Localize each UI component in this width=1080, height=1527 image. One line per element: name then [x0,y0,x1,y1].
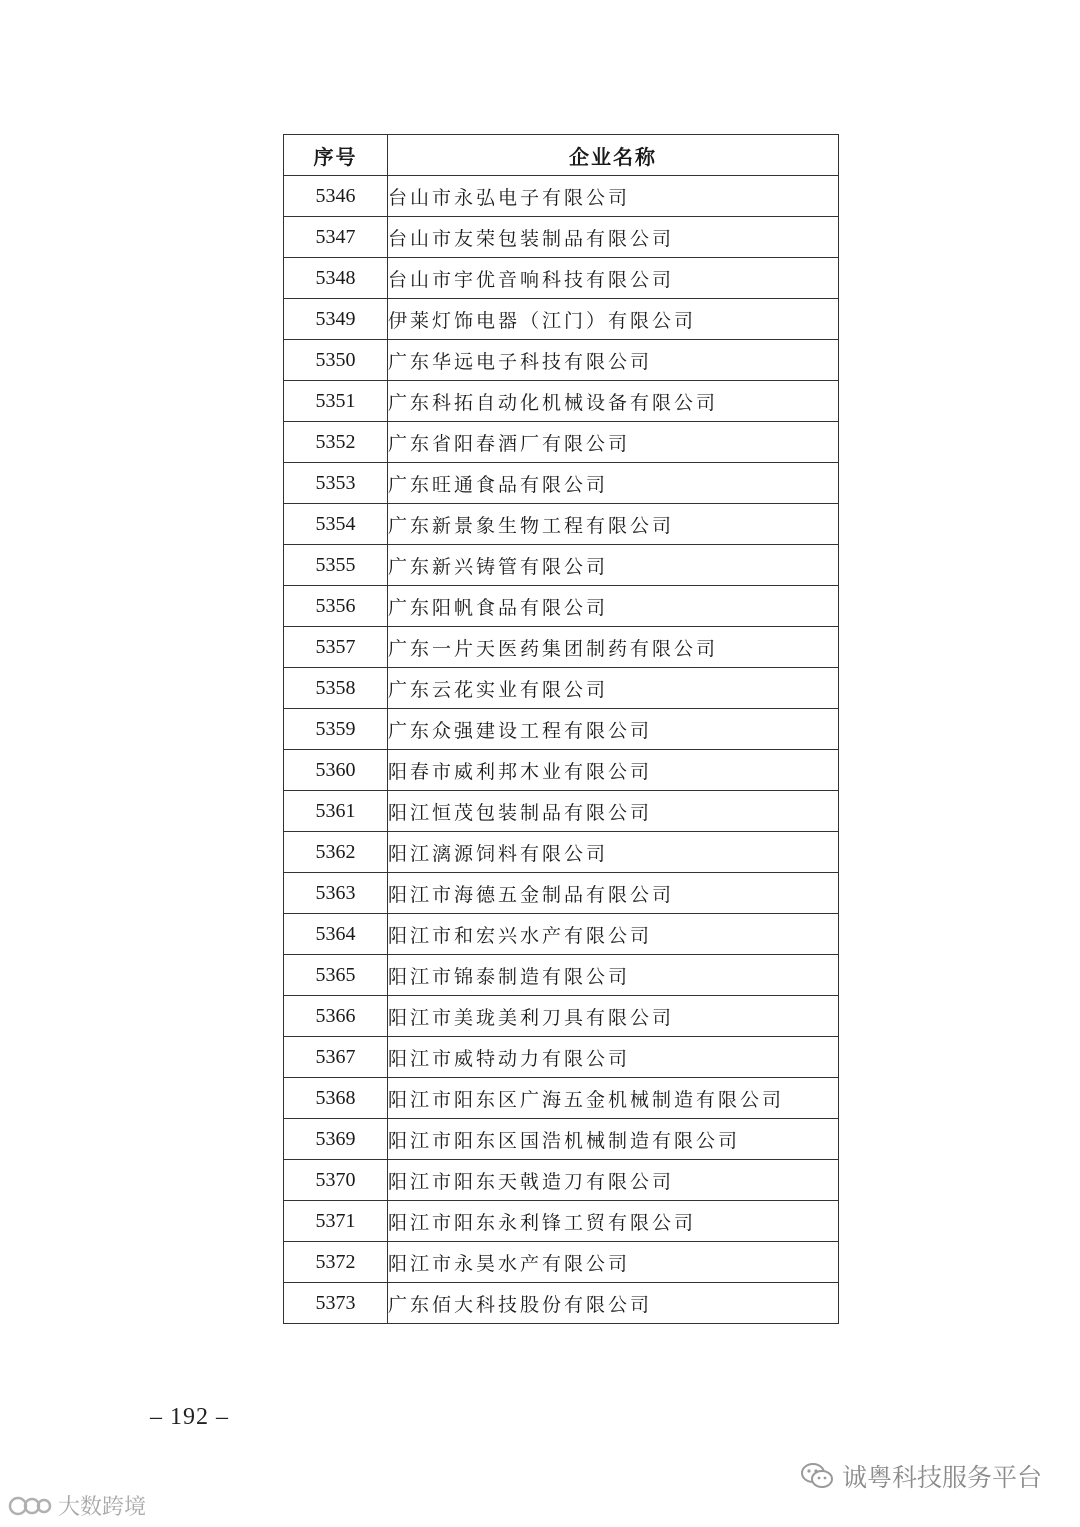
header-serial-number: 序号 [284,135,388,176]
row-serial-number: 5352 [284,422,388,463]
row-company-name: 阳江恒茂包装制品有限公司 [388,791,839,832]
row-serial-number: 5347 [284,217,388,258]
table-row [284,1119,839,1160]
row-serial-number: 5350 [284,340,388,381]
table-row [284,463,839,504]
table-row [284,791,839,832]
table-row [284,1242,839,1283]
table-row [284,381,839,422]
row-company-name: 台山市友荣包装制品有限公司 [388,217,839,258]
row-company-name: 阳江市海德五金制品有限公司 [388,873,839,914]
table-row [284,1201,839,1242]
row-company-name: 阳江市永昊水产有限公司 [388,1242,839,1283]
watermark-wechat [800,1458,1042,1494]
row-company-name: 阳江市和宏兴水产有限公司 [388,914,839,955]
row-serial-number: 5348 [284,258,388,299]
row-company-name: 广东众强建设工程有限公司 [388,709,839,750]
row-company-name: 广东新景象生物工程有限公司 [388,504,839,545]
table-row [284,709,839,750]
row-serial-number: 5372 [284,1242,388,1283]
row-serial-number: 5356 [284,586,388,627]
table-row [284,422,839,463]
table-row [284,258,839,299]
table-row [284,750,839,791]
row-company-name: 台山市永弘电子有限公司 [388,176,839,217]
table-row [284,545,839,586]
row-company-name: 广东佰大科技股份有限公司 [388,1283,839,1324]
row-company-name: 广东华远电子科技有限公司 [388,340,839,381]
row-company-name: 阳江市美珑美利刀具有限公司 [388,996,839,1037]
company-list-table [283,134,839,1324]
row-serial-number: 5362 [284,832,388,873]
row-serial-number: 5363 [284,873,388,914]
row-company-name: 阳江市阳东天戟造刀有限公司 [388,1160,839,1201]
table-row [284,996,839,1037]
row-serial-number: 5373 [284,1283,388,1324]
row-serial-number: 5357 [284,627,388,668]
table-row [284,955,839,996]
wechat-icon [800,1462,834,1490]
table-row [284,299,839,340]
table-body [284,176,839,1324]
row-serial-number: 5367 [284,1037,388,1078]
table-row [284,1037,839,1078]
row-company-name: 阳江市阳东区国浩机械制造有限公司 [388,1119,839,1160]
row-company-name: 阳江漓源饲料有限公司 [388,832,839,873]
row-company-name: 广东一片天医药集团制药有限公司 [388,627,839,668]
row-company-name: 广东新兴铸管有限公司 [388,545,839,586]
table-row [284,832,839,873]
row-company-name: 阳江市阳东区广海五金机械制造有限公司 [388,1078,839,1119]
row-serial-number: 5358 [284,668,388,709]
watermark-dashu-text: 大数跨境 [58,1495,147,1520]
table-row [284,1160,839,1201]
header-company-name: 企业名称 [388,135,839,176]
row-serial-number: 5346 [284,176,388,217]
table-row [284,627,839,668]
table-row [284,340,839,381]
table-row [284,1283,839,1324]
row-serial-number: 5354 [284,504,388,545]
row-company-name: 阳春市威利邦木业有限公司 [388,750,839,791]
row-serial-number: 5370 [284,1160,388,1201]
table-row [284,586,839,627]
row-company-name: 阳江市阳东永利锋工贸有限公司 [388,1201,839,1242]
row-serial-number: 5366 [284,996,388,1037]
row-serial-number: 5353 [284,463,388,504]
watermark-dashu [8,1490,146,1521]
table-header-row [284,135,839,176]
row-company-name: 台山市宇优音响科技有限公司 [388,258,839,299]
row-serial-number: 5359 [284,709,388,750]
row-company-name: 阳江市威特动力有限公司 [388,1037,839,1078]
row-serial-number: 5349 [284,299,388,340]
row-company-name: 广东科拓自动化机械设备有限公司 [388,381,839,422]
row-serial-number: 5371 [284,1201,388,1242]
row-serial-number: 5368 [284,1078,388,1119]
table-row [284,176,839,217]
row-company-name: 广东云花实业有限公司 [388,668,839,709]
row-company-name: 阳江市锦泰制造有限公司 [388,955,839,996]
table-row [284,873,839,914]
row-serial-number: 5365 [284,955,388,996]
row-serial-number: 5351 [284,381,388,422]
page-number: – 192 – [150,1404,229,1430]
table-row [284,1078,839,1119]
row-serial-number: 5364 [284,914,388,955]
row-serial-number: 5369 [284,1119,388,1160]
row-serial-number: 5355 [284,545,388,586]
table-row [284,217,839,258]
row-serial-number: 5361 [284,791,388,832]
row-company-name: 广东旺通食品有限公司 [388,463,839,504]
table-row [284,914,839,955]
row-company-name: 广东阳帆食品有限公司 [388,586,839,627]
table-row [284,668,839,709]
table-row [284,504,839,545]
dashu-logo-icon [8,1494,52,1518]
watermark-wechat-text: 诚粤科技服务平台 [841,1463,1042,1492]
row-company-name: 广东省阳春酒厂有限公司 [388,422,839,463]
row-serial-number: 5360 [284,750,388,791]
row-company-name: 伊莱灯饰电器（江门）有限公司 [388,299,839,340]
